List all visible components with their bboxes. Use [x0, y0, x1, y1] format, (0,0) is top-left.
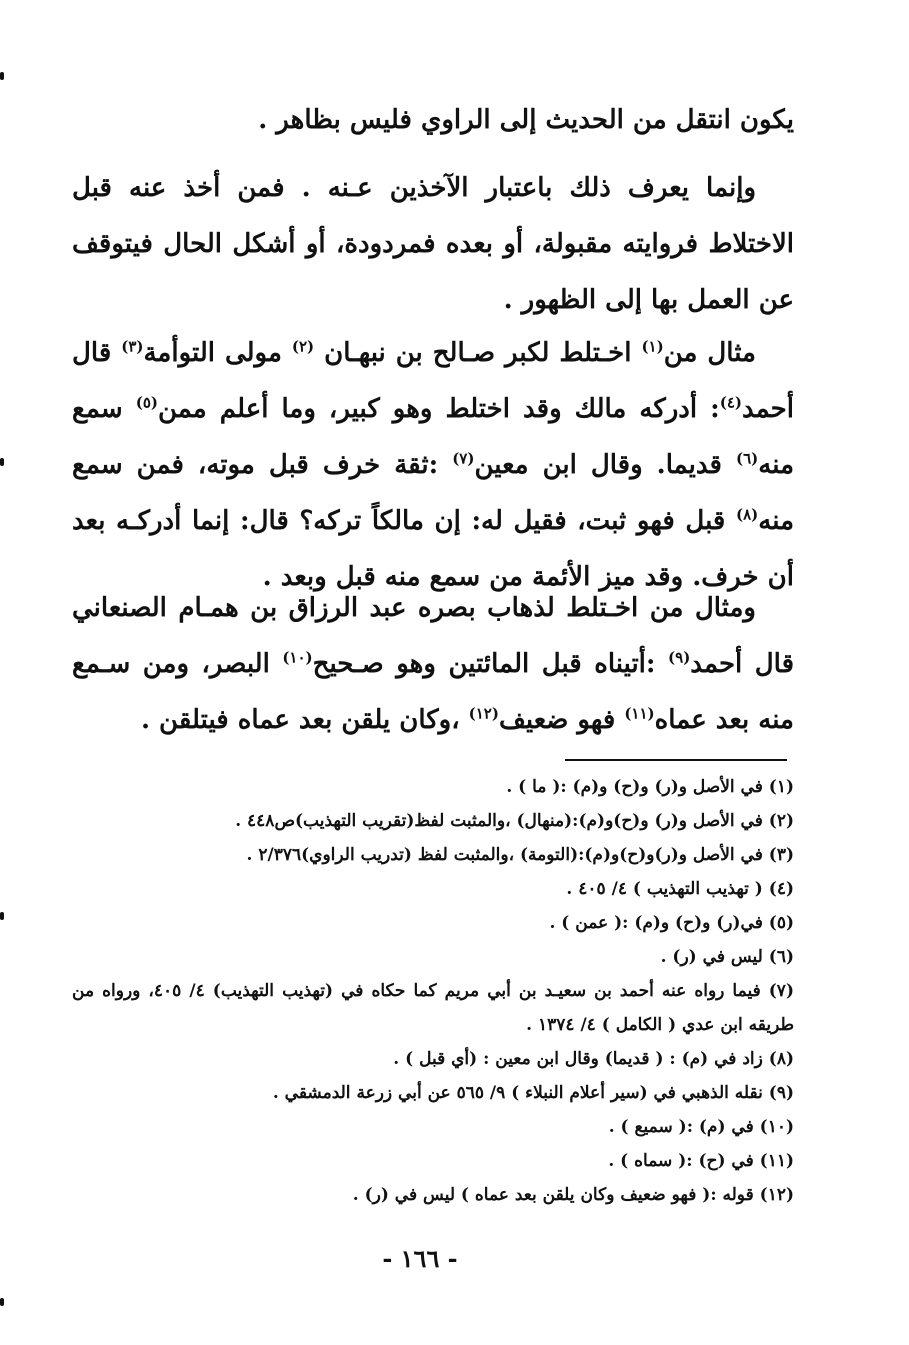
- paragraph-4: [72, 580, 794, 748]
- paragraph-1: [72, 92, 794, 148]
- p3-text-9: قبل فهو ثبت، فقيل له: إن مالكاً تركه؟ قال: إنما أدركـه بعد أن خرف. وقد ميز الأئمة من سمع منه قبل وبعد .: [72, 506, 794, 592]
- scan-speck: [0, 912, 4, 920]
- scan-speck: [0, 72, 4, 80]
- footnote-12: (١٢) قوله :( فهو ضعيف وكان يلقن بعد عماه ) ليس في (ر) .: [352, 1185, 794, 1205]
- footnote-marker-3: (٣): [121, 337, 144, 356]
- p3-text-1: مثال من: [663, 338, 756, 368]
- p3-text-8: :ثقة خرف قبل موته، فمن سمع منه: [72, 450, 794, 536]
- paragraph-2-text: وإنما يعرف ذلك باعتبار الآخذين عـنه . فمن أخذ عنه قبل الاختلاط فروايته مقبولة، أو بعده فمردودة، أو أشكل الحال فيتوقف عن العمل بها إلى الظهور .: [72, 173, 794, 315]
- footnote-3: (٣) في الأصل و(ر)و(ح)و(م):(التومة) ،والمثبت لفظ (تدريب الراوي)٢/٣٧٦ .: [246, 845, 794, 865]
- footnote-6: (٦) ليس في (ر) .: [660, 947, 794, 967]
- footnote-10: (١٠) في (م) :( سميع ) .: [608, 1117, 794, 1137]
- p4-text-4: فهو ضعيف: [498, 705, 625, 735]
- footnote-marker-9: (٩): [668, 648, 691, 667]
- footnote-1: (١) في الأصل و(ر) و(ح) و(م) :( ما ) .: [506, 777, 794, 797]
- p4-text-5: ،وكان يلقن بعد عماه فيتلقن .: [140, 705, 469, 735]
- footnote-marker-7: (٧): [452, 449, 475, 468]
- footnote-marker-1: (١): [641, 337, 664, 356]
- page-number: - ١٦٦ -: [382, 1244, 458, 1273]
- footnote-2: (٢) في الأصل و(ر) و(ح)و(م):(منهال) ،والمثبت لفظ(تقريب التهذيب)ص٤٤٨ .: [235, 811, 794, 831]
- p3-text-7: قديما. وقال ابن معين: [474, 450, 736, 480]
- footnote-marker-2: (٢): [291, 337, 315, 356]
- p3-text-6: سمع منه: [72, 394, 794, 480]
- footnote-marker-11: (١١): [624, 704, 655, 723]
- footnote-4: (٤) ( تهذيب التهذيب ) ٤/ ٤٠٥ .: [566, 879, 794, 899]
- footnote-11: (١١) في (ح) :( سماه ) .: [608, 1151, 794, 1171]
- scan-speck: [0, 1298, 4, 1306]
- footnotes: [72, 770, 794, 1212]
- footnote-marker-8: (٨): [736, 505, 759, 524]
- footnote-5: (٥) في(ر) و(ح) و(م) :( عمن ) .: [549, 913, 794, 933]
- footnote-marker-5: (٥): [135, 393, 158, 412]
- paragraph-3: [72, 325, 794, 605]
- p4-text-1: ومثال من اخـتلط لذهاب بصره عبد الرزاق بن همـام الصنعاني قال أحمد: [72, 593, 795, 679]
- p3-text-5: : أدركه مالك وقد اختلط وهو كبير، وما أعلم ممن: [157, 394, 720, 424]
- paragraph-1-text: يكون انتقل من الحديث إلى الراوي فليس بظاهر .: [258, 105, 794, 135]
- p4-text-2: :أتيناه قبل المائتين وهو صـحيح: [312, 649, 669, 679]
- scan-speck: [0, 458, 4, 466]
- footnote-marker-4: (٤): [719, 393, 742, 412]
- paragraph-2: [72, 160, 794, 328]
- footnote-separator: [565, 759, 787, 761]
- footnote-7: (٧) فيما رواه عنه أحمد بن سعيـد بن أبي مريم كما حكاه في (تهذيب التهذيب) ٤/ ٤٠٥، ورواه من طريقه ابن عدي ( الكامل ) ٤/ ١٣٧٤ .: [72, 981, 794, 1035]
- footnote-marker-10: (١٠): [282, 648, 313, 667]
- footnote-8: (٨) زاد في (م) : ( قديما) وقال ابن معين : (أي قبل ) .: [393, 1049, 794, 1069]
- p4-text-3: البصر، ومن سـمع منه بعد عماه: [72, 649, 794, 735]
- p3-text-4: قال أحمد: [72, 338, 794, 424]
- footnote-marker-6: (٦): [736, 449, 759, 468]
- footnote-marker-12: (١٢): [468, 704, 499, 723]
- footnote-9: (٩) نقله الذهبي في (سير أعلام النبلاء ) ٩/ ٥٦٥ عن أبي زرعة الدمشقي .: [272, 1083, 794, 1103]
- p3-text-2: اخـتلط لكبر صـالح بن نبهـان: [314, 338, 642, 368]
- p3-text-3: مولى التوأمة: [143, 338, 292, 368]
